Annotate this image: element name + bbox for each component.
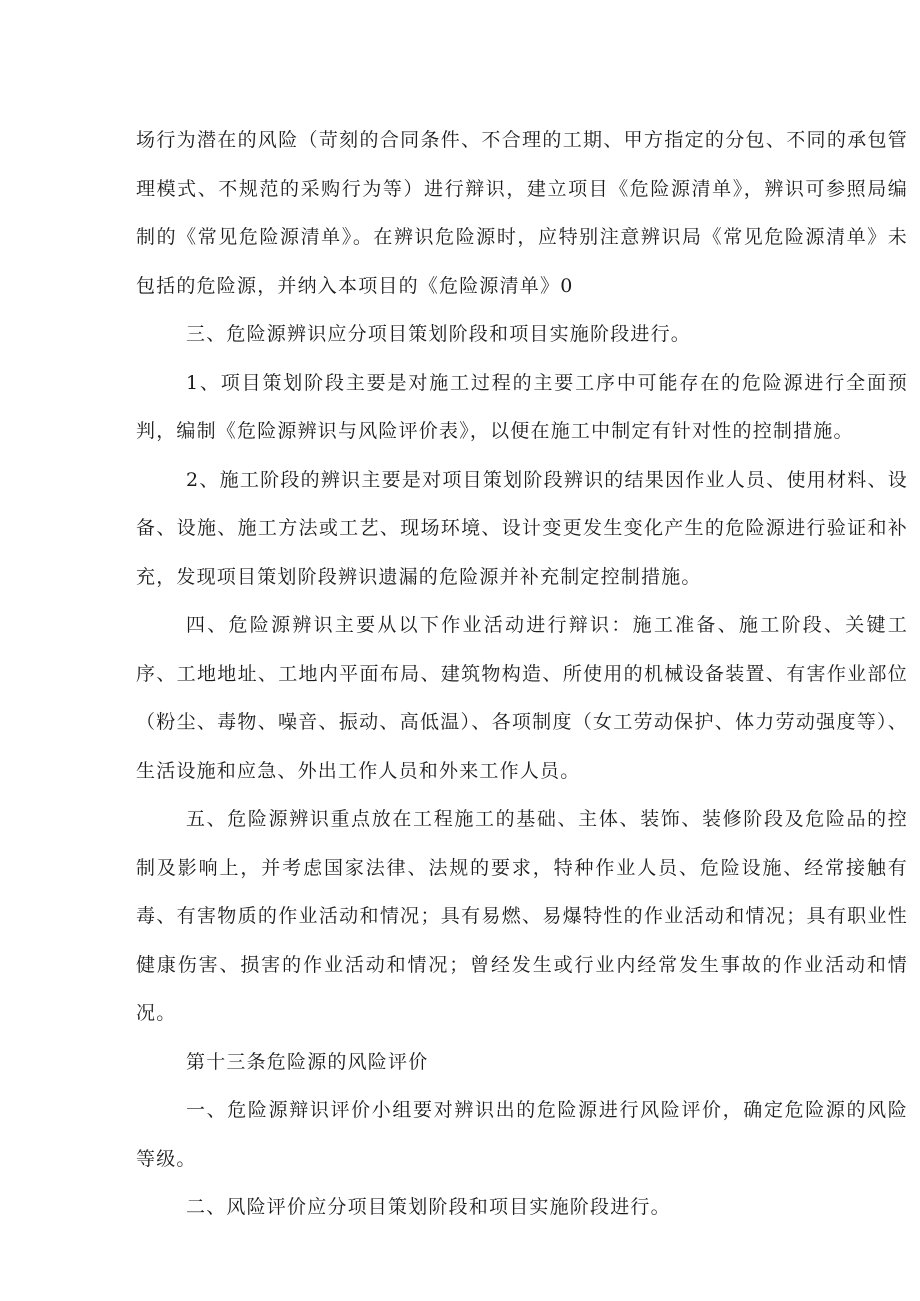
paragraph-section-three: 三、危险源辨识应分项目策划阶段和项目实施阶段进行。 (186, 323, 692, 345)
document-body (136, 116, 908, 1232)
paragraph-section-five: 五、危险源辨识重点放在工程施工的基础、主体、装饰、装修阶段及危险品的控制及影响上，并考虑国家法律、法规的要求，特种作业人员、危险设施、经常接触有毒、有害物质的作业活动和情况；具有易燃、易爆特性的作业活动和情况；具有职业性健康伤害、损害的作业活动和情况；曾经发生或行业内经常发生事故的作业活动和情况。 (136, 808, 908, 1024)
paragraph-section-four: 四、危险源辨识主要从以下作业活动进行辩识：施工准备、施工阶段、关键工序、工地地址、工地内平面布局、建筑物构造、所使用的机械设备装置、有害作业部位（粉尘、毒物、噪音、振动、高低温）、各项制度（女工劳动保护、体力劳动强度等）、生活设施和应急、外出工作人员和外来工作人员。 (136, 614, 908, 782)
paragraph-article-item-one: 一、危险源辩识评价小组要对辨识出的危险源进行风险评价，确定危险源的风险等级。 (136, 1099, 908, 1170)
paragraph-continuation: 场行为潜在的风险（苛刻的合同条件、不合理的工期、甲方指定的分包、不同的承包管理模式、不规范的采购行为等）进行辩识，建立项目《危险源清单》，辨识可参照局编制的《常见危险源清单》。在辨识危险源时，应特别注意辨识局《常见危险源清单》未包括的危险源，并纳入本项目的《危险源清单》0 (136, 129, 908, 297)
paragraph-article-item-two: 二、风险评价应分项目策划阶段和项目实施阶段进行。 (186, 1196, 671, 1218)
article-heading: 第十三条危险源的风险评价 (186, 1050, 429, 1073)
paragraph-item-2: 2、施工阶段的辨识主要是对项目策划阶段辨识的结果因作业人员、使用材料、设备、设施、施工方法或工艺、现场环境、设计变更发生变化产生的危险源进行验证和补充，发现项目策划阶段辨识遗漏的危险源并补充制定控制措施。 (136, 468, 908, 588)
paragraph-item-1: 1、项目策划阶段主要是对施工过程的主要工序中可能存在的危险源进行全面预判，编制《危险源辨识与风险评价表》，以便在施工中制定有针对性的控制措施。 (136, 371, 908, 442)
